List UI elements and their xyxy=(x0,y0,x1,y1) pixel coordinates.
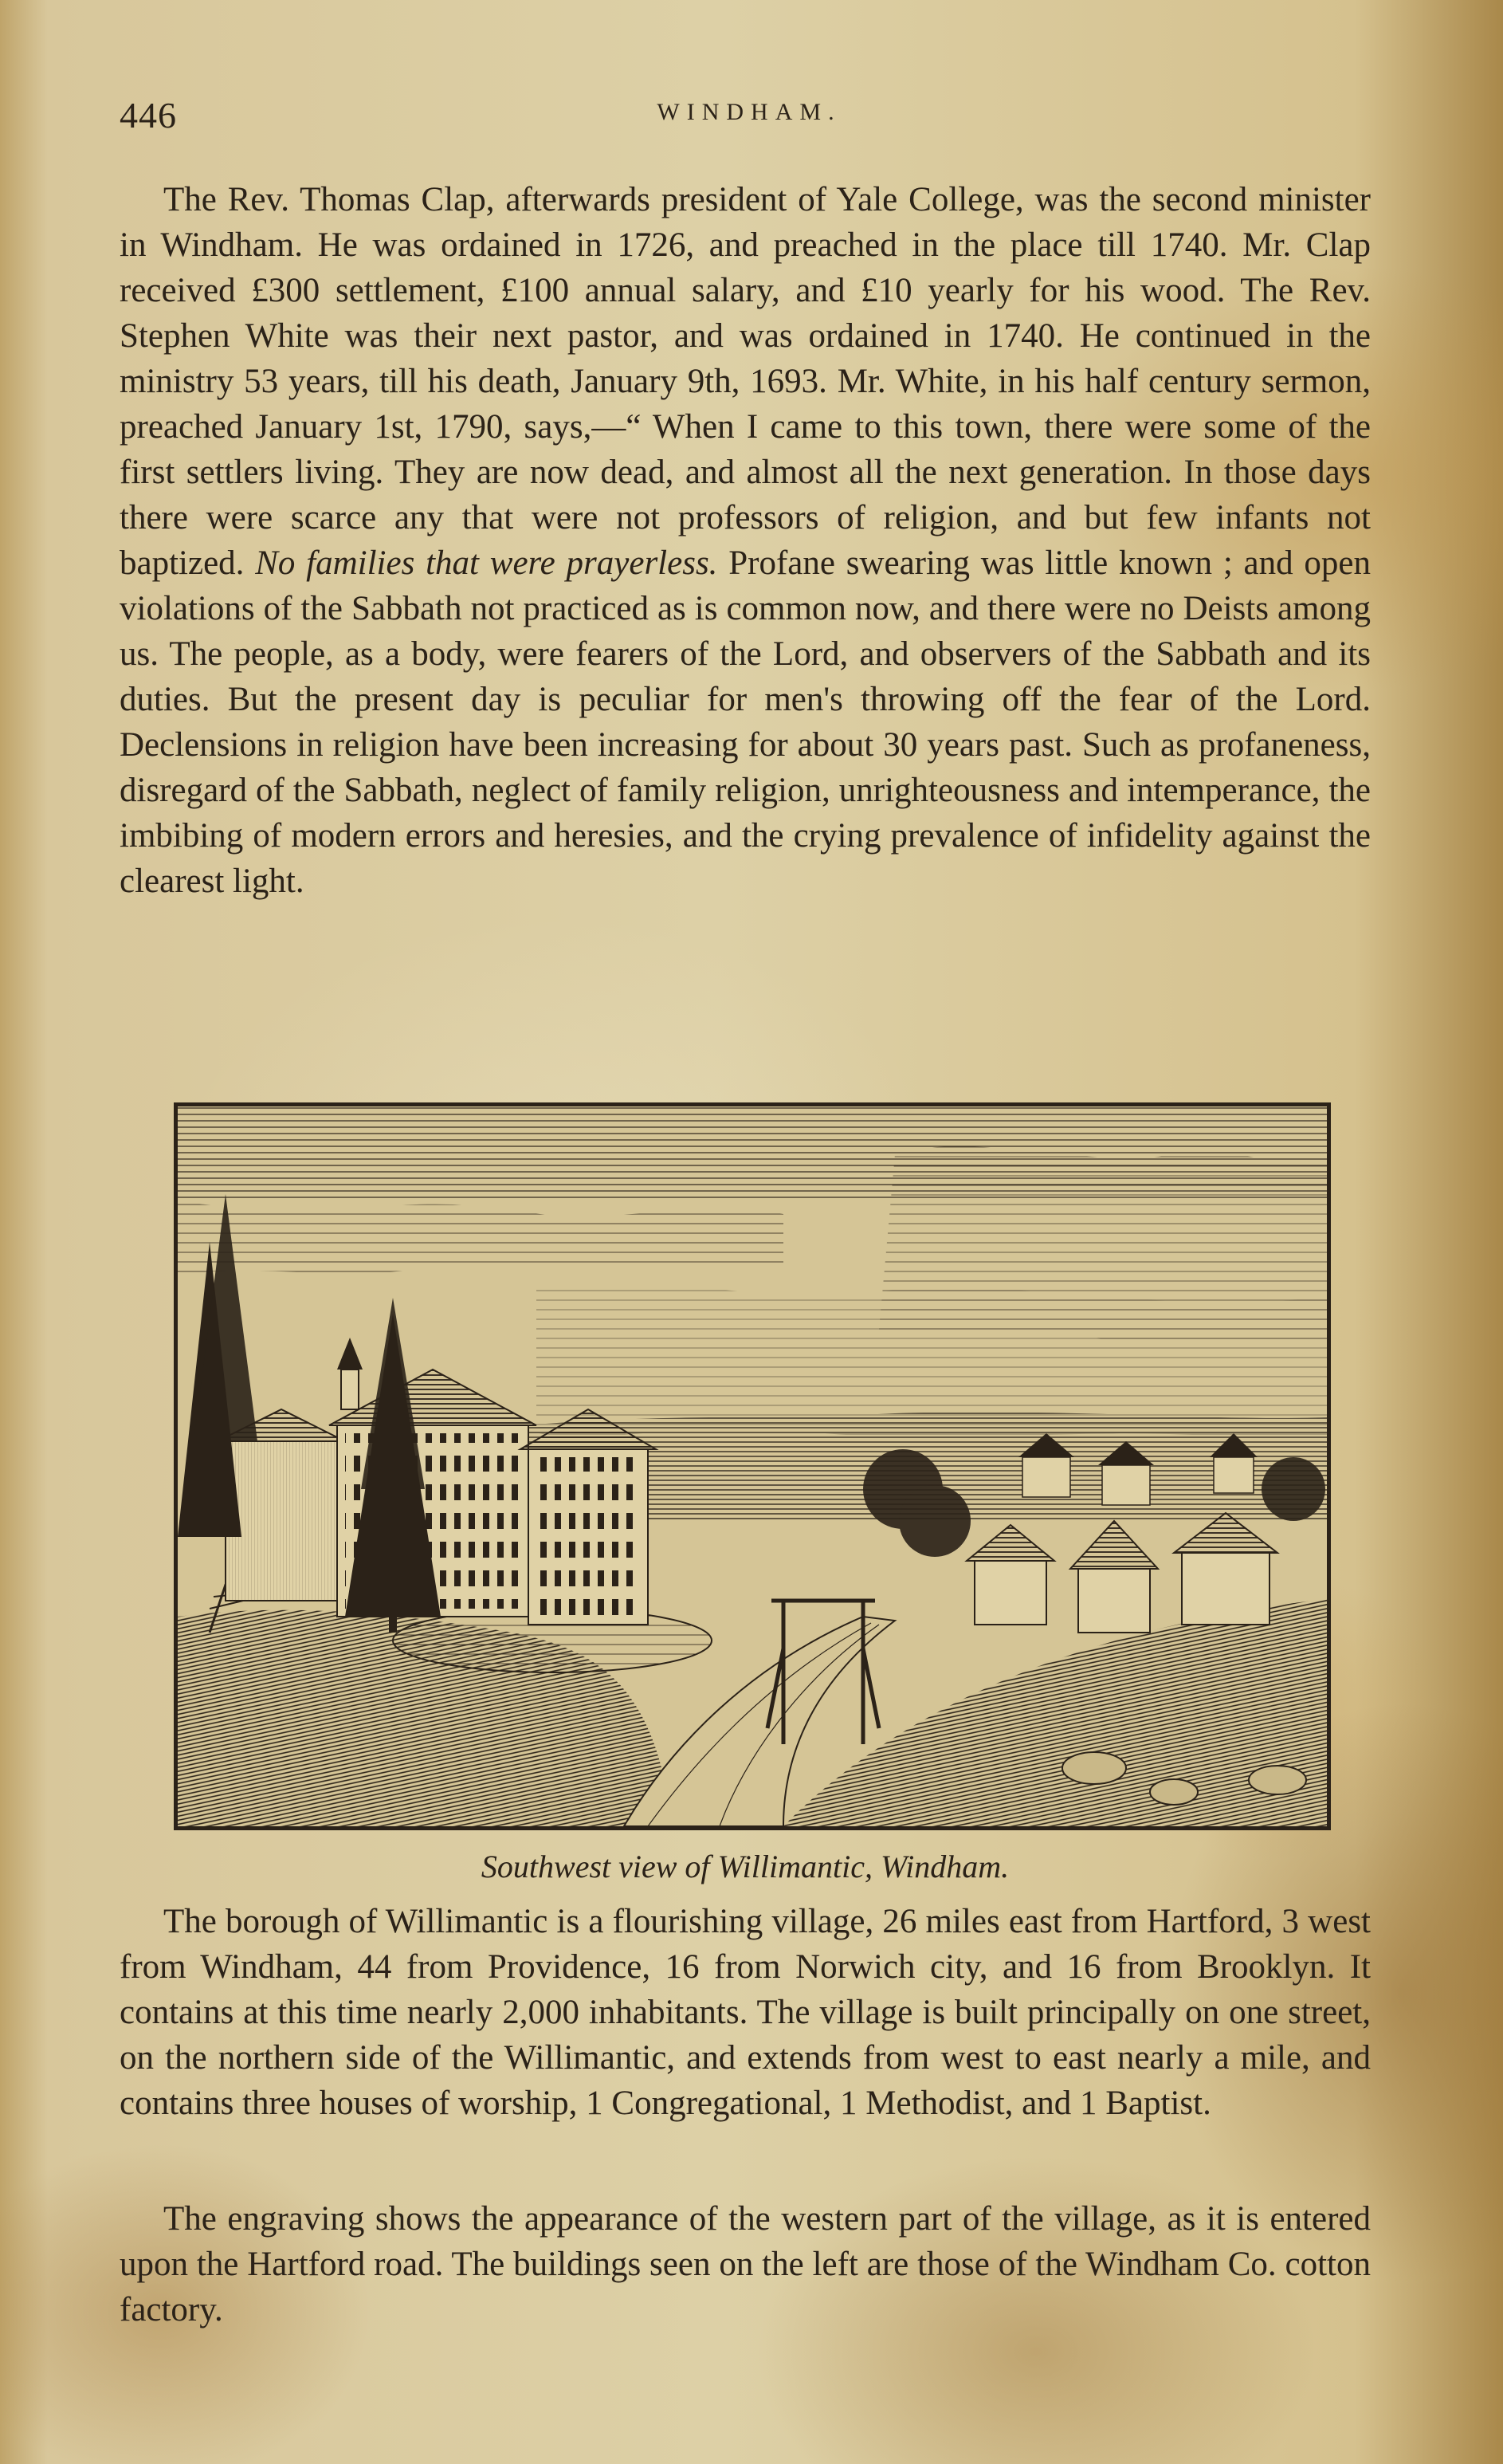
paragraph-1-start: The Rev. Thomas Clap, afterwards president of Yale College, was the second minister in Windham. He was ordained in 1726, and preached in the place till 1740. Mr. Clap received £300 settlement, £100 annual salary, and £10 yearly for his wood. The Rev. Stephen White was their next pastor, and was ordained in 1740. He continued in the ministry 53 years, till his death, January 9th, 1693. Mr. White, in his half century sermon, preached January 1st, 1790, says,—“ When I came to this town, there were some of the first settlers living. They are now dead, and almost all the next generation. In those days there were scarce any that were not professors of religion, and but few infants not baptized. xyxy=(120,181,1371,582)
running-title: WINDHAM. xyxy=(657,99,842,125)
page-header xyxy=(120,94,1379,142)
paragraph-engraving xyxy=(120,2196,1371,2332)
paragraph-1-end: Profane swearing was little known ; and open violations of the Sabbath not practiced as is common now, and there were no Deists among us. The people, as a body, were fearers of the Lord, and observers of the Sabbath and its duties. But the present day is peculiar for men's throwing off the fear of the Lord. Declensions in religion have been increasing for about 30 years past. Such as profaneness, disregard of the Sabbath, neglect of family religion, unrighteousness and intemperance, the imbibing of modern errors and heresies, and the crying prevalence of infidelity against the clearest light. xyxy=(120,544,1371,900)
paragraph-3-text: The engraving shows the appearance of the western part of the village, as it is entered upon the Hartford road. The buildings seen on the left are those of the Windham Co. cotton factory. xyxy=(120,2200,1371,2328)
paragraph-1-italic: No families that were prayerless. xyxy=(255,544,718,582)
engraving-willimantic xyxy=(174,1102,1331,1830)
paragraph-willimantic xyxy=(120,1899,1371,2126)
engraving-caption: Southwest view of Willimantic, Windham. xyxy=(481,1849,1010,1884)
paragraph-2-text: The borough of Willimantic is a flourishing village, 26 miles east from Hartford, 3 west from Windham, 44 from Providence, 16 from Norwich city, and 16 from Brooklyn. It contains at this time nearly 2,000 inhabitants. The village is built principally on one street, on the northern side of the Willimantic, and extends from west to east nearly a mile, and contains three houses of worship, 1 Congregational, 1 Methodist, and 1 Baptist. xyxy=(120,1903,1371,2122)
engraving-drawing xyxy=(178,1106,1327,1826)
paragraph-ministers xyxy=(120,177,1371,904)
page-number: 446 xyxy=(120,95,177,136)
paragraph-1-text xyxy=(120,177,1371,904)
